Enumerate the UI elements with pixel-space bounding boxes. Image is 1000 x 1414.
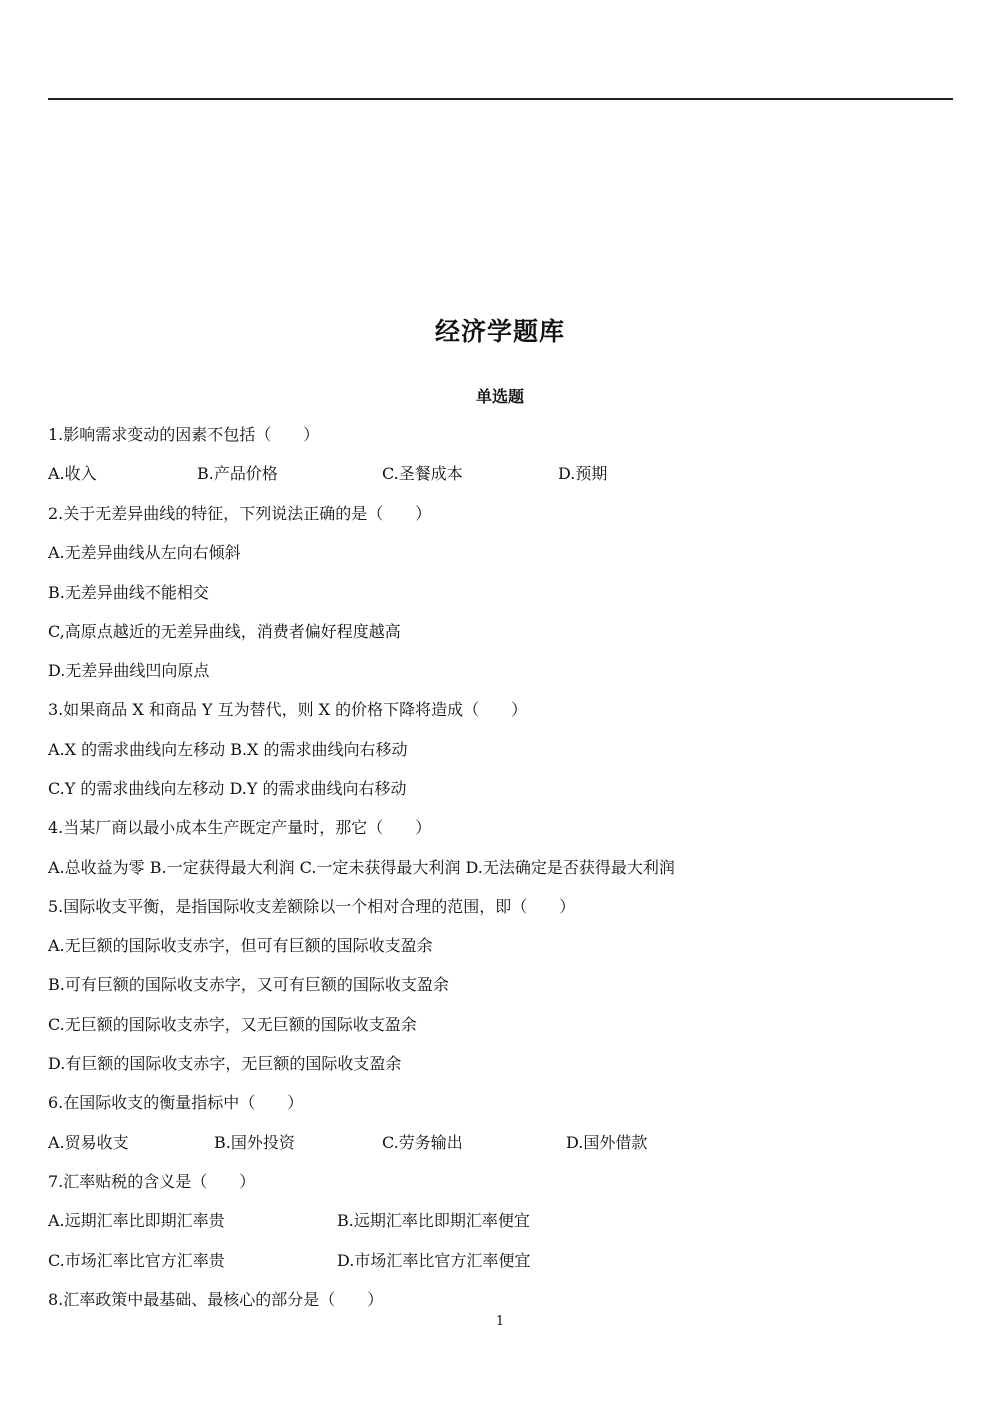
- question-7-options-row-2: [48, 1249, 953, 1273]
- header-rule: [48, 98, 953, 100]
- option-a: A.远期汇率比即期汇率贵: [48, 1211, 225, 1230]
- option-row-abcd: A.总收益为零 B.一定获得最大利润 C.一定未获得最大利润 D.无法确定是否获得最大利润: [48, 858, 675, 877]
- option-b: B.可有巨额的国际收支赤字，又可有巨额的国际收支盈余: [48, 975, 449, 994]
- option-b: B.远期汇率比即期汇率便宜: [337, 1211, 530, 1230]
- option-a: A.无差异曲线从左向右倾斜: [48, 543, 241, 562]
- option-row-ab: A.X 的需求曲线向左移动 B.X 的需求曲线向右移动: [48, 740, 408, 759]
- page-number: 1: [495, 1314, 505, 1329]
- document-title: 经济学题库: [434, 317, 565, 346]
- question-3-stem: 3.如果商品 X 和商品 Y 互为替代，则 X 的价格下降将造成（ ）: [48, 700, 528, 719]
- option-b: B.无差异曲线不能相交: [48, 583, 209, 602]
- option-b: B.产品价格: [197, 464, 278, 483]
- option-d: D.有巨额的国际收支赤字，无巨额的国际收支盈余: [48, 1054, 402, 1073]
- option-d: D.市场汇率比官方汇率便宜: [337, 1251, 531, 1270]
- option-row-cd: C.Y 的需求曲线向左移动 D.Y 的需求曲线向右移动: [48, 779, 407, 798]
- option-c: C,高原点越近的无差异曲线，消费者偏好程度越高: [48, 622, 401, 641]
- option-a: A.无巨额的国际收支赤字，但可有巨额的国际收支盈余: [48, 936, 433, 955]
- option-d: D.国外借款: [566, 1133, 648, 1152]
- option-c: C.无巨额的国际收支赤字，又无巨额的国际收支盈余: [48, 1015, 417, 1034]
- question-1-stem: 1.影响需求变动的因素不包括（ ）: [48, 425, 320, 444]
- option-a: A.贸易收支: [48, 1133, 129, 1152]
- question-2-stem: 2.关于无差异曲线的特征，下列说法正确的是（ ）: [48, 504, 432, 523]
- question-6-stem: 6.在国际收支的衡量指标中（ ）: [48, 1093, 304, 1112]
- question-7-options-row-1: [48, 1209, 953, 1233]
- section-title: 单选题: [475, 387, 524, 406]
- option-d: D.无差异曲线凹向原点: [48, 661, 210, 680]
- question-4-stem: 4.当某厂商以最小成本生产既定产量时，那它（ ）: [48, 818, 432, 837]
- question-8-stem: 8.汇率政策中最基础、最核心的部分是（ ）: [48, 1290, 384, 1309]
- question-6-options: [48, 1131, 953, 1155]
- option-a: A.收入: [48, 464, 97, 483]
- option-c: C.圣餐成本: [382, 464, 463, 483]
- question-7-stem: 7.汇率贴税的含义是（ ）: [48, 1172, 256, 1191]
- question-1-options: [48, 462, 953, 486]
- question-5-stem: 5.国际收支平衡，是指国际收支差额除以一个相对合理的范围，即（ ）: [48, 897, 576, 916]
- option-d: D.预期: [558, 464, 608, 483]
- option-c: C.市场汇率比官方汇率贵: [48, 1251, 225, 1270]
- option-b: B.国外投资: [214, 1133, 295, 1152]
- option-c: C.劳务输出: [382, 1133, 463, 1152]
